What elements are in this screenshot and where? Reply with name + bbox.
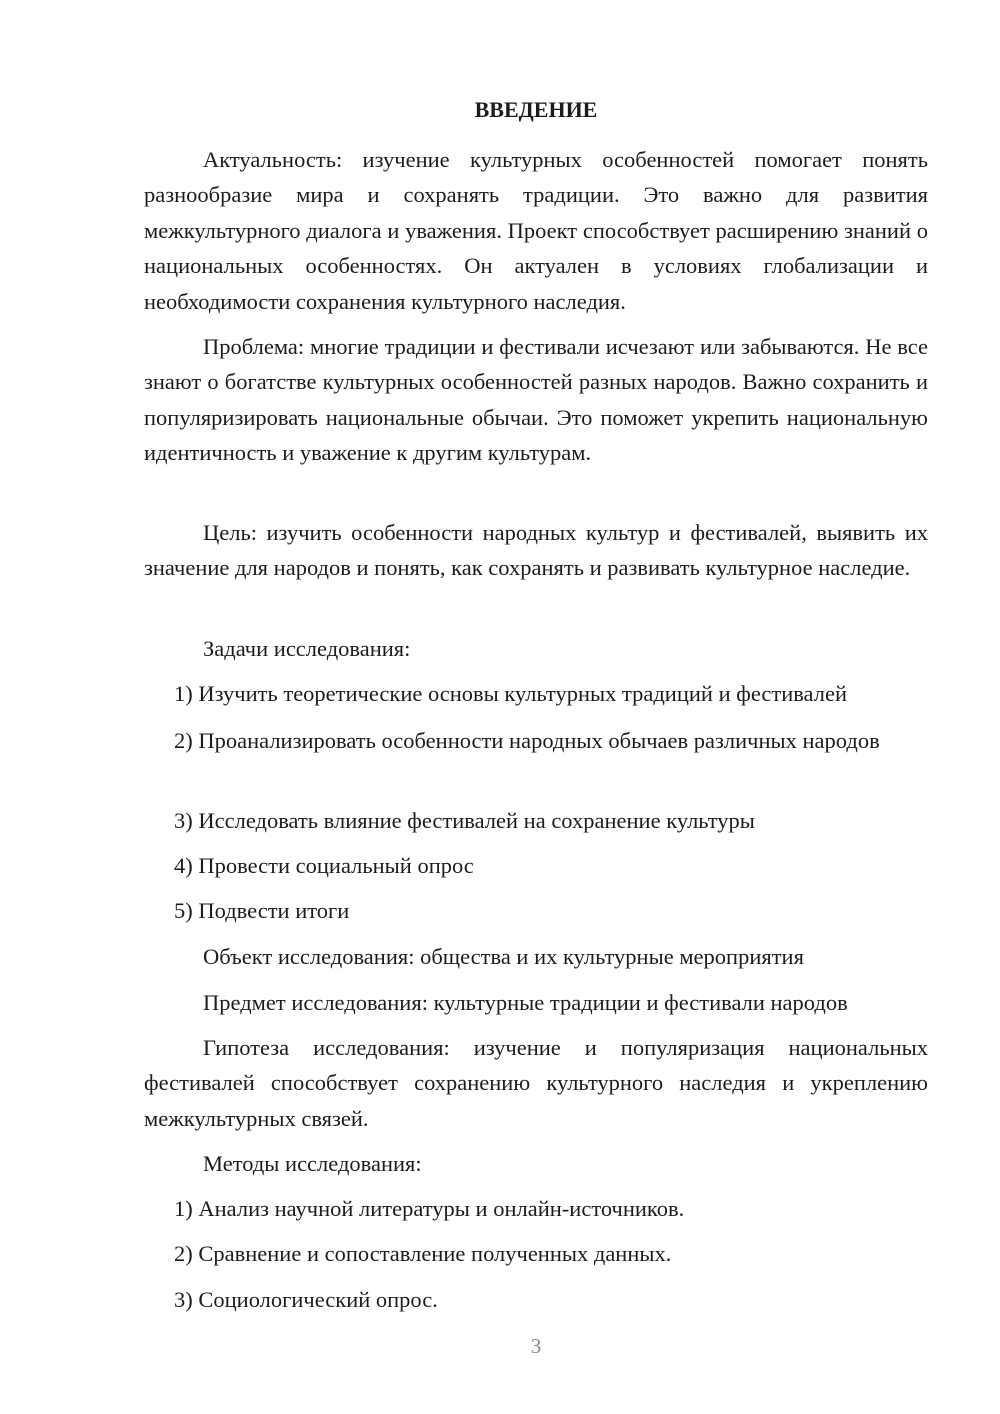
relevance-paragraph: Актуальность: изучение культурных особенностей помогает понять разнообразие мира и сохранять традиции. Это важно для развития межкультурного диалога и уважения. Проект способствует расширению знаний о национальных особенностях. Он актуален в условиях глобализации и необходимости сохранения культурного наследия. [144,147,928,314]
subject-paragraph: Предмет исследования: культурные традиции и фестивали народов [203,990,848,1015]
task-item: 2) Проанализировать особенности народных обычаев различных народов [174,728,880,753]
methods-title: Методы исследования: [203,1151,422,1176]
task-item: 4) Провести социальный опрос [174,853,474,878]
task-item: 1) Изучить теоретические основы культурных традиций и фестивалей [174,681,848,706]
method-item: 3) Социологический опрос. [174,1287,438,1312]
method-item: 1) Анализ научной литературы и онлайн-источников. [174,1196,685,1221]
hypothesis-paragraph: Гипотеза исследования: изучение и популяризация национальных фестивалей способствует сохранению культурного наследия и укреплению межкультурных связей. [144,1035,928,1131]
problem-paragraph: Проблема: многие традиции и фестивали исчезают или забываются. Не все знают о богатстве культурных особенностей разных народов. Важно сохранить и популяризировать национальные обычаи. Это поможет укрепить национальную идентичность и уважение к другим культурам. [144,334,928,466]
page-number: 3 [530,1334,542,1358]
goal-paragraph: Цель: изучить особенности народных культур и фестивалей, выявить их значение для народов и понять, как сохранять и развивать культурное наследие. [144,520,928,581]
task-item: 5) Подвести итоги [174,898,350,923]
method-item: 2) Сравнение и сопоставление полученных данных. [174,1241,672,1266]
task-item: 3) Исследовать влияние фестивалей на сохранение культуры [174,808,755,833]
object-paragraph: Объект исследования: общества и их культурные мероприятия [203,944,804,969]
section-heading: ВВЕДЕНИЕ [474,97,598,122]
tasks-title: Задачи исследования: [203,636,411,661]
